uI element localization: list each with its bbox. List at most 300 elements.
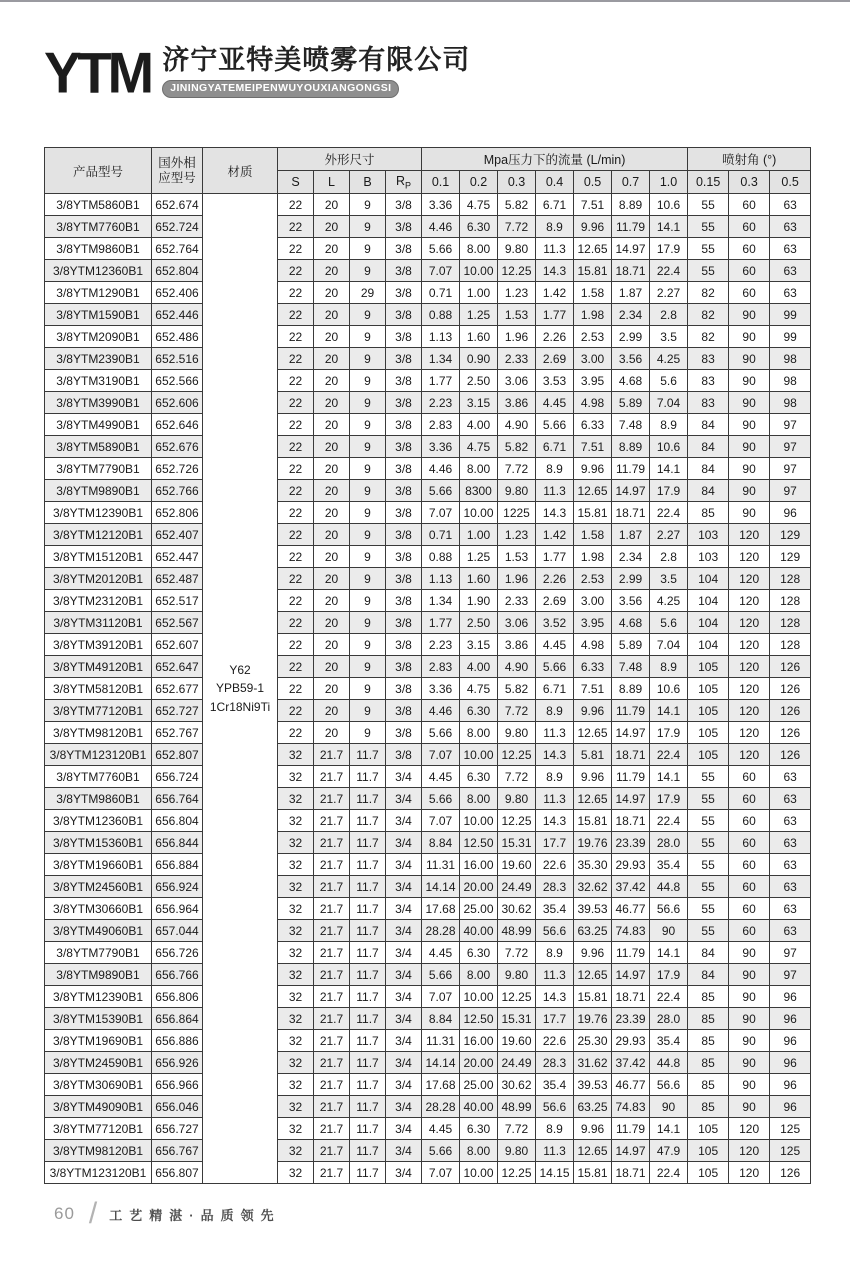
table-cell: 3/8: [386, 700, 422, 722]
table-cell: 9: [350, 612, 386, 634]
table-cell: 8.9: [536, 458, 574, 480]
table-cell: 3/8YTM12390B1: [45, 502, 152, 524]
table-cell: 32: [278, 1074, 314, 1096]
table-cell: 11.79: [612, 458, 650, 480]
table-row: [45, 986, 811, 1008]
table-cell: 3/8: [386, 304, 422, 326]
col-group-dimensions: 外形尺寸: [278, 148, 422, 171]
table-cell: 60: [729, 194, 770, 216]
table-cell: 22: [278, 590, 314, 612]
table-cell: 83: [688, 348, 729, 370]
table-cell: 14.97: [612, 964, 650, 986]
table-cell: 10.00: [460, 1162, 498, 1184]
table-cell: 17.9: [650, 964, 688, 986]
table-cell: 30.62: [498, 1074, 536, 1096]
table-row: [45, 304, 811, 326]
table-cell: 55: [688, 766, 729, 788]
table-cell: 97: [770, 480, 811, 502]
table-cell: 20: [314, 260, 350, 282]
table-cell: 3/8YTM77120B1: [45, 1118, 152, 1140]
table-cell: 15.31: [498, 1008, 536, 1030]
table-row: [45, 964, 811, 986]
table-cell: 55: [688, 788, 729, 810]
table-cell: 22: [278, 678, 314, 700]
table-cell: 105: [688, 744, 729, 766]
table-cell: 120: [729, 524, 770, 546]
table-cell: 2.83: [422, 414, 460, 436]
table-cell: 60: [729, 766, 770, 788]
table-cell: 20: [314, 568, 350, 590]
table-cell: 652.677: [152, 678, 203, 700]
table-cell: 3/8: [386, 348, 422, 370]
table-cell: 5.82: [498, 436, 536, 458]
table-cell: 3/8: [386, 260, 422, 282]
table-cell: 3/8: [386, 722, 422, 744]
table-cell: 55: [688, 260, 729, 282]
table-cell: 7.07: [422, 502, 460, 524]
table-cell: 9: [350, 722, 386, 744]
table-cell: 7.72: [498, 700, 536, 722]
table-cell: 7.04: [650, 634, 688, 656]
table-row: [45, 854, 811, 876]
table-cell: 12.65: [574, 964, 612, 986]
table-cell: 4.25: [650, 348, 688, 370]
table-row: [45, 766, 811, 788]
table-cell: 11.7: [350, 744, 386, 766]
table-cell: 5.66: [422, 238, 460, 260]
table-cell: 83: [688, 370, 729, 392]
table-cell: 2.26: [536, 568, 574, 590]
table-cell: 3/8YTM49090B1: [45, 1096, 152, 1118]
table-cell: 35.4: [650, 854, 688, 876]
table-cell: 90: [729, 502, 770, 524]
table-cell: 5.66: [422, 788, 460, 810]
table-cell: 3/8YTM15390B1: [45, 1008, 152, 1030]
table-cell: 652.517: [152, 590, 203, 612]
table-cell: 652.804: [152, 260, 203, 282]
table-cell: 11.7: [350, 1008, 386, 1030]
table-cell: 3/8: [386, 502, 422, 524]
table-cell: 20: [314, 370, 350, 392]
table-row: [45, 458, 811, 480]
table-cell: 14.97: [612, 788, 650, 810]
table-cell: 90: [729, 986, 770, 1008]
table-cell: 35.4: [536, 898, 574, 920]
table-cell: 25.00: [460, 898, 498, 920]
table-cell: 18.71: [612, 502, 650, 524]
spec-table-header: [45, 148, 811, 194]
table-cell: 2.50: [460, 370, 498, 392]
table-cell: 97: [770, 414, 811, 436]
table-cell: 4.46: [422, 216, 460, 238]
table-cell: 3/8: [386, 216, 422, 238]
table-cell: 4.75: [460, 678, 498, 700]
table-cell: 4.00: [460, 656, 498, 678]
table-cell: 3/8YTM30660B1: [45, 898, 152, 920]
table-cell: 10.00: [460, 986, 498, 1008]
table-cell: 37.42: [612, 1052, 650, 1074]
table-cell: 3/4: [386, 1096, 422, 1118]
table-cell: 20: [314, 348, 350, 370]
table-cell: 20: [314, 392, 350, 414]
table-cell: 120: [729, 590, 770, 612]
table-cell: 32: [278, 876, 314, 898]
table-cell: 656.727: [152, 1118, 203, 1140]
table-cell: 7.72: [498, 216, 536, 238]
page-number: 60: [54, 1204, 75, 1223]
table-cell: 126: [770, 744, 811, 766]
table-cell: 21.7: [314, 942, 350, 964]
table-cell: 8300: [460, 480, 498, 502]
table-cell: 4.68: [612, 612, 650, 634]
table-cell: 85: [688, 1096, 729, 1118]
table-cell: 10.00: [460, 744, 498, 766]
company-pinyin-badge: JININGYATEMEIPENWUYOUXIANGONGSI: [162, 80, 399, 98]
table-cell: 9: [350, 634, 386, 656]
table-cell: 3/8: [386, 590, 422, 612]
table-cell: 12.25: [498, 986, 536, 1008]
table-cell: 3/4: [386, 986, 422, 1008]
table-cell: 9.80: [498, 238, 536, 260]
table-cell: 3/8: [386, 458, 422, 480]
table-cell: 14.3: [536, 986, 574, 1008]
table-cell: 9: [350, 502, 386, 524]
table-cell: 12.25: [498, 810, 536, 832]
table-cell: 20: [314, 546, 350, 568]
table-cell: 21.7: [314, 744, 350, 766]
table-cell: 656.046: [152, 1096, 203, 1118]
table-cell: 104: [688, 568, 729, 590]
table-cell: 22: [278, 326, 314, 348]
table-cell: 21.7: [314, 876, 350, 898]
table-cell: 96: [770, 1096, 811, 1118]
table-cell: 103: [688, 524, 729, 546]
table-cell: 3.00: [574, 348, 612, 370]
table-cell: 63: [770, 788, 811, 810]
table-cell: 20: [314, 194, 350, 216]
table-cell: 25.00: [460, 1074, 498, 1096]
table-cell: 9: [350, 216, 386, 238]
material-line: YPB59-1: [215, 681, 265, 696]
table-cell: 1.77: [536, 304, 574, 326]
table-cell: 1.87: [612, 282, 650, 304]
table-cell: 8.00: [460, 1140, 498, 1162]
table-cell: 5.82: [498, 678, 536, 700]
table-cell: 63.25: [574, 920, 612, 942]
table-cell: 2.26: [536, 326, 574, 348]
table-cell: 85: [688, 1052, 729, 1074]
table-cell: 3/8: [386, 546, 422, 568]
table-cell: 3.95: [574, 612, 612, 634]
table-cell: 63: [770, 194, 811, 216]
table-row: [45, 744, 811, 766]
table-cell: 120: [729, 612, 770, 634]
table-cell: 22: [278, 194, 314, 216]
table-cell: 28.0: [650, 1008, 688, 1030]
table-cell: 96: [770, 986, 811, 1008]
table-cell: 11.7: [350, 920, 386, 942]
table-cell: 14.1: [650, 766, 688, 788]
table-cell: 652.724: [152, 216, 203, 238]
table-cell: 3/8YTM15120B1: [45, 546, 152, 568]
table-cell: 105: [688, 678, 729, 700]
table-cell: 21.7: [314, 898, 350, 920]
table-cell: 3/8YTM12360B1: [45, 260, 152, 282]
table-cell: 7.51: [574, 194, 612, 216]
table-cell: 4.75: [460, 194, 498, 216]
table-cell: 96: [770, 1008, 811, 1030]
table-cell: 3/4: [386, 788, 422, 810]
table-cell: 11.7: [350, 898, 386, 920]
table-cell: 2.8: [650, 304, 688, 326]
table-cell: 35.4: [536, 1074, 574, 1096]
table-cell: 652.486: [152, 326, 203, 348]
table-cell: 3/8YTM9890B1: [45, 964, 152, 986]
table-cell: 3/4: [386, 854, 422, 876]
table-cell: 48.99: [498, 1096, 536, 1118]
table-cell: 2.34: [612, 304, 650, 326]
table-cell: 24.49: [498, 876, 536, 898]
table-cell: 3/8YTM2090B1: [45, 326, 152, 348]
table-cell: 20.00: [460, 1052, 498, 1074]
table-cell: 60: [729, 282, 770, 304]
table-cell: 3/8: [386, 326, 422, 348]
table-cell: 3/8: [386, 524, 422, 546]
table-cell: 14.14: [422, 1052, 460, 1074]
table-cell: 90: [729, 1096, 770, 1118]
table-cell: 3/8: [386, 678, 422, 700]
table-cell: 5.66: [422, 480, 460, 502]
table-row: [45, 1140, 811, 1162]
table-cell: 20: [314, 238, 350, 260]
table-row: [45, 590, 811, 612]
table-cell: 105: [688, 722, 729, 744]
table-cell: 3/4: [386, 1052, 422, 1074]
table-cell: 11.7: [350, 1030, 386, 1052]
table-cell: 63: [770, 282, 811, 304]
table-cell: 55: [688, 194, 729, 216]
table-cell: 12.25: [498, 744, 536, 766]
table-cell: 1.96: [498, 568, 536, 590]
table-cell: 22: [278, 414, 314, 436]
table-cell: 1.98: [574, 546, 612, 568]
table-cell: 90: [729, 348, 770, 370]
table-cell: 3/8: [386, 414, 422, 436]
table-cell: 82: [688, 326, 729, 348]
table-cell: 14.1: [650, 216, 688, 238]
table-cell: 4.45: [536, 634, 574, 656]
table-cell: 652.566: [152, 370, 203, 392]
table-cell: 652.406: [152, 282, 203, 304]
table-cell: 11.3: [536, 722, 574, 744]
table-cell: 3/4: [386, 876, 422, 898]
table-cell: 129: [770, 546, 811, 568]
table-cell: 3.86: [498, 392, 536, 414]
table-cell: 120: [729, 678, 770, 700]
table-cell: 104: [688, 634, 729, 656]
table-cell: 2.53: [574, 568, 612, 590]
table-cell: 652.806: [152, 502, 203, 524]
table-cell: 15.81: [574, 986, 612, 1008]
table-cell: 63: [770, 854, 811, 876]
table-cell: 656.804: [152, 810, 203, 832]
table-cell: 90: [729, 1030, 770, 1052]
table-cell: 85: [688, 986, 729, 1008]
table-cell: 3/8YTM4990B1: [45, 414, 152, 436]
table-cell: 3.53: [536, 370, 574, 392]
table-cell: 17.7: [536, 832, 574, 854]
table-row: [45, 348, 811, 370]
table-cell: 2.34: [612, 546, 650, 568]
table-cell: 3/8YTM7760B1: [45, 216, 152, 238]
table-cell: 5.66: [422, 722, 460, 744]
table-cell: 22: [278, 392, 314, 414]
table-cell: 22: [278, 436, 314, 458]
table-cell: 3/8YTM3190B1: [45, 370, 152, 392]
table-cell: 128: [770, 568, 811, 590]
material-cell: [203, 194, 278, 1184]
table-cell: 55: [688, 810, 729, 832]
table-cell: 14.3: [536, 260, 574, 282]
table-cell: 20: [314, 700, 350, 722]
table-cell: 120: [729, 634, 770, 656]
table-row: [45, 568, 811, 590]
table-cell: 2.53: [574, 326, 612, 348]
table-cell: 28.3: [536, 1052, 574, 1074]
table-cell: 125: [770, 1140, 811, 1162]
table-cell: 656.926: [152, 1052, 203, 1074]
table-cell: 14.15: [536, 1162, 574, 1184]
spec-table-container: [44, 147, 811, 1184]
table-cell: 37.42: [612, 876, 650, 898]
col-header-flow-0-4: 0.4: [536, 171, 574, 194]
table-cell: 3/8: [386, 568, 422, 590]
table-cell: 6.71: [536, 436, 574, 458]
table-cell: 22: [278, 656, 314, 678]
table-cell: 1.00: [460, 282, 498, 304]
table-cell: 656.767: [152, 1140, 203, 1162]
table-cell: 60: [729, 898, 770, 920]
table-cell: 19.76: [574, 1008, 612, 1030]
table-cell: 39.53: [574, 898, 612, 920]
table-cell: 3/4: [386, 1008, 422, 1030]
table-cell: 1.98: [574, 304, 612, 326]
table-cell: 11.7: [350, 1140, 386, 1162]
table-cell: 98: [770, 348, 811, 370]
table-cell: 12.25: [498, 260, 536, 282]
table-cell: 1.23: [498, 524, 536, 546]
table-cell: 126: [770, 722, 811, 744]
table-cell: 32: [278, 920, 314, 942]
table-cell: 82: [688, 304, 729, 326]
table-cell: 11.7: [350, 1118, 386, 1140]
table-cell: 63: [770, 898, 811, 920]
table-cell: 18.71: [612, 810, 650, 832]
table-cell: 1.13: [422, 568, 460, 590]
table-cell: 15.81: [574, 260, 612, 282]
table-cell: 6.33: [574, 656, 612, 678]
table-cell: 0.71: [422, 524, 460, 546]
table-cell: 84: [688, 964, 729, 986]
table-cell: 3/8YTM2390B1: [45, 348, 152, 370]
table-cell: 6.30: [460, 766, 498, 788]
table-cell: 4.98: [574, 634, 612, 656]
table-cell: 10.6: [650, 678, 688, 700]
table-cell: 12.50: [460, 832, 498, 854]
table-row: [45, 194, 811, 216]
material-line: Y62: [229, 662, 251, 677]
table-cell: 96: [770, 1074, 811, 1096]
table-cell: 12.50: [460, 1008, 498, 1030]
table-cell: 9: [350, 458, 386, 480]
table-cell: 21.7: [314, 766, 350, 788]
table-cell: 3/8: [386, 612, 422, 634]
table-cell: 22.4: [650, 260, 688, 282]
table-cell: 3/4: [386, 942, 422, 964]
table-cell: 2.27: [650, 524, 688, 546]
table-cell: 22.4: [650, 986, 688, 1008]
table-cell: 20: [314, 436, 350, 458]
table-cell: 15.81: [574, 810, 612, 832]
table-cell: 22: [278, 700, 314, 722]
table-cell: 9: [350, 348, 386, 370]
table-cell: 3/8: [386, 282, 422, 304]
table-cell: 60: [729, 854, 770, 876]
table-cell: 44.8: [650, 876, 688, 898]
col-header-flow-0-1: 0.1: [422, 171, 460, 194]
table-cell: 652.727: [152, 700, 203, 722]
table-cell: 3/8: [386, 744, 422, 766]
table-cell: 55: [688, 216, 729, 238]
table-cell: 105: [688, 1118, 729, 1140]
table-row: [45, 238, 811, 260]
table-cell: 22: [278, 524, 314, 546]
col-header-s: S: [278, 171, 314, 194]
table-cell: 97: [770, 964, 811, 986]
table-row: [45, 942, 811, 964]
table-row: [45, 414, 811, 436]
table-cell: 55: [688, 920, 729, 942]
table-cell: 7.04: [650, 392, 688, 414]
table-cell: 32: [278, 898, 314, 920]
table-cell: 22: [278, 546, 314, 568]
table-cell: 21.7: [314, 1096, 350, 1118]
table-cell: 1.25: [460, 304, 498, 326]
table-cell: 11.79: [612, 1118, 650, 1140]
table-cell: 8.89: [612, 194, 650, 216]
table-cell: 29.93: [612, 854, 650, 876]
table-cell: 3/8YTM24590B1: [45, 1052, 152, 1074]
table-cell: 32: [278, 744, 314, 766]
table-row: [45, 1074, 811, 1096]
table-cell: 3/8YTM5890B1: [45, 436, 152, 458]
table-cell: 22: [278, 568, 314, 590]
table-cell: 90: [729, 414, 770, 436]
table-cell: 1.13: [422, 326, 460, 348]
table-cell: 22.4: [650, 502, 688, 524]
col-header-angle-0-3: 0.3: [729, 171, 770, 194]
table-cell: 14.1: [650, 458, 688, 480]
table-cell: 120: [729, 1162, 770, 1184]
table-cell: 2.69: [536, 590, 574, 612]
table-cell: 55: [688, 832, 729, 854]
table-cell: 2.33: [498, 348, 536, 370]
table-cell: 7.51: [574, 678, 612, 700]
col-header-flow-0-7: 0.7: [612, 171, 650, 194]
table-cell: 90: [729, 1074, 770, 1096]
table-cell: 9.96: [574, 1118, 612, 1140]
table-cell: 9: [350, 546, 386, 568]
